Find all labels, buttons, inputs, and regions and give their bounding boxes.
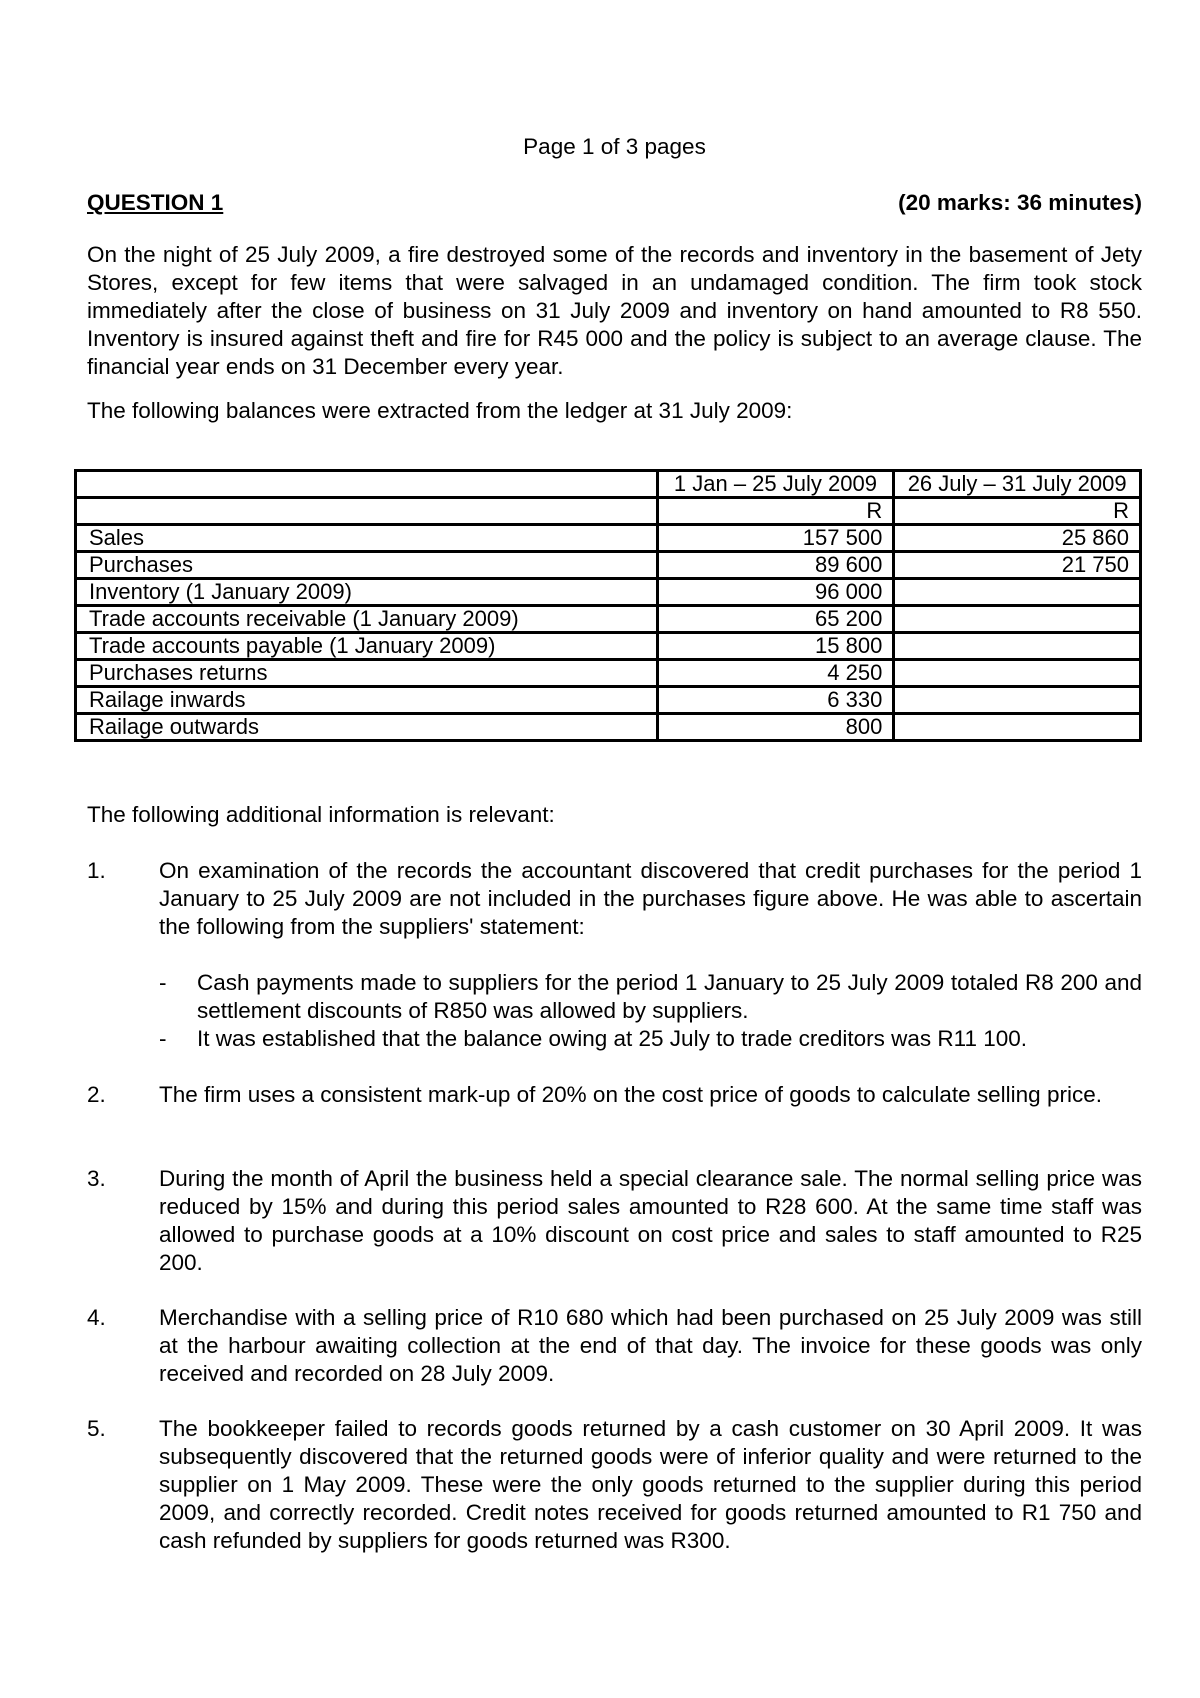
list-item [87,1415,1142,1555]
row-label: Railage outwards [76,714,658,741]
item-number: 5. [87,1416,106,1441]
row-value: 89 600 [657,552,894,579]
table-row [76,633,1141,660]
item-text: Merchandise with a selling price of R10 680 which had been purchased on 25 July 2009 was still at the harbour awaiting collection at the end of that day. The invoice for these goods was only received and recorded on 28 July 2009. [159,1305,1142,1386]
item-number: 3. [87,1166,106,1191]
row-value: 4 250 [657,660,894,687]
table-row [76,687,1141,714]
row-value [894,660,1141,687]
table-row [76,606,1141,633]
item-number: 1. [87,858,106,883]
item-text: The bookkeeper failed to records goods returned by a cash customer on 30 April 2009. It was subsequently discovered that the returned goods were of inferior quality and were returned to the supplier on 1 May 2009. These were the only goods returned to the supplier during this period 2009, and correctly recorded. Credit notes received for goods returned amounted to R1 750 and cash refunded by suppliers for goods returned was R300. [159,1416,1142,1553]
row-label: Trade accounts receivable (1 January 2009) [76,606,658,633]
list-item [87,857,1142,941]
list-item [87,1081,1142,1109]
row-label: Railage inwards [76,687,658,714]
row-label: Trade accounts payable (1 January 2009) [76,633,658,660]
sub-item [159,969,1142,1025]
list-item [87,1165,1142,1277]
row-label: Inventory (1 January 2009) [76,579,658,606]
currency-label: R [657,498,894,525]
row-value [894,633,1141,660]
item-number: 2. [87,1082,106,1107]
row-value [894,579,1141,606]
sub-item [159,1025,1142,1053]
table-row [76,579,1141,606]
table-currency-row [76,498,1141,525]
balances-table [74,469,1142,742]
row-label: Purchases returns [76,660,658,687]
row-value: 65 200 [657,606,894,633]
question-heading [87,189,1142,217]
row-value: 96 000 [657,579,894,606]
table-row [76,660,1141,687]
table-header-row [76,471,1141,498]
balances-intro: The following balances were extracted from the ledger at 31 July 2009: [87,398,793,423]
row-value [894,606,1141,633]
row-value: 15 800 [657,633,894,660]
row-label: Sales [76,525,658,552]
table-row [76,714,1141,741]
item-number: 4. [87,1305,106,1330]
item-text: The firm uses a consistent mark-up of 20% on the cost price of goods to calculate selling price. [159,1082,1102,1107]
row-value: 157 500 [657,525,894,552]
sub-item-text: Cash payments made to suppliers for the period 1 January to 25 July 2009 totaled R8 200 and settlement discounts of R850 was allowed by suppliers. [197,970,1142,1023]
list-item [87,1304,1142,1388]
sub-item-text: It was established that the balance owing at 25 July to trade creditors was R11 100. [197,1026,1028,1051]
table-row [76,525,1141,552]
table-row [76,552,1141,579]
item-text: During the month of April the business held a special clearance sale. The normal selling price was reduced by 15% and during this period sales amounted to R28 600. At the same time staff was allowed to purchase goods at a 10% discount on cost price and sales to staff amounted to R25 200. [159,1166,1142,1275]
item-text: On examination of the records the accountant discovered that credit purchases for the period 1 January to 25 July 2009 are not included in the purchases figure above. He was able to ascertain the following from the suppliers' statement: [159,858,1142,939]
page-number: Page 1 of 3 pages [523,134,706,159]
row-value: 25 860 [894,525,1141,552]
additional-info-intro: The following additional information is relevant: [87,802,555,827]
row-value: 6 330 [657,687,894,714]
column-header: 26 July – 31 July 2009 [894,471,1141,498]
currency-label: R [894,498,1141,525]
column-header: 1 Jan – 25 July 2009 [657,471,894,498]
dash-bullet: - [159,970,167,995]
row-value [894,687,1141,714]
row-label: Purchases [76,552,658,579]
question-marks: (20 marks: 36 minutes) [898,190,1142,215]
dash-bullet: - [159,1026,167,1051]
row-value: 800 [657,714,894,741]
row-value [894,714,1141,741]
row-value: 21 750 [894,552,1141,579]
question-intro: On the night of 25 July 2009, a fire destroyed some of the records and inventory in the basement of Jety Stores, except for few items that were salvaged in an undamaged condition. The firm took stock immediately after the close of business on 31 July 2009 and inventory on hand amounted to R8 550. Inventory is insured against theft and fire for R45 000 and the policy is subject to an average clause. The financial year ends on 31 December every year. [87,242,1142,379]
question-title: QUESTION 1 [87,190,224,215]
